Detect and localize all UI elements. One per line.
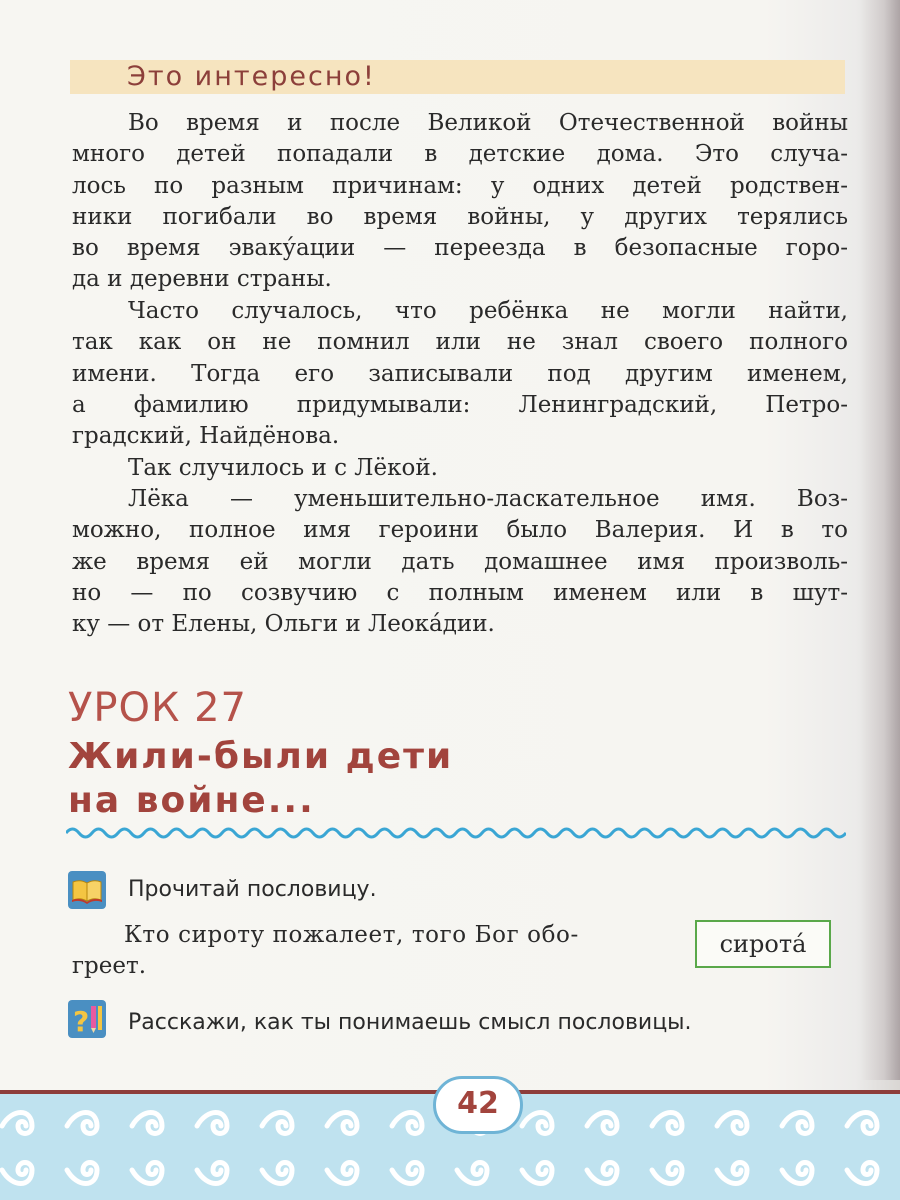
text-line: во время эваку́ации — переезда в безопасные горо-: [72, 235, 848, 262]
ornament-swirl: [652, 1163, 682, 1184]
interesting-paragraph-2: [72, 296, 848, 452]
interesting-paragraph-4: [72, 484, 848, 640]
text-line: же время ей могли дать домашнее имя произволь-: [72, 548, 848, 575]
text-line: можно, полное имя героини было Валерия. И в то: [72, 517, 848, 544]
ornament-swirl: [652, 1113, 682, 1134]
ornament-swirl: [327, 1113, 357, 1134]
ornament-swirl: [847, 1113, 877, 1134]
vocabulary-word-box: сирота́: [695, 920, 831, 968]
proverb-line-2: греет.: [72, 953, 147, 979]
ornament-swirl: [782, 1113, 812, 1134]
ornament-swirl: [522, 1113, 552, 1134]
proverb: [72, 920, 672, 982]
ornament-swirl: [392, 1113, 422, 1134]
svg-text:?: ?: [73, 1005, 90, 1038]
text-line: лось по разным причинам: у одних детей родствен-: [72, 172, 848, 199]
wavy-divider: [66, 822, 846, 844]
ornament-swirl: [717, 1163, 747, 1184]
text-line: но — по созвучию с полным именем или в шут-: [72, 579, 848, 606]
text-line: а фамилию придумывали: Ленинградский, Петро-: [72, 391, 848, 418]
ornament-swirl: [2, 1163, 32, 1184]
text-line: градский, Найдёнова.: [72, 423, 340, 450]
lesson-number: УРОК 27: [68, 685, 247, 731]
ornament-swirl: [782, 1163, 812, 1184]
text-line: Часто случалось, что ребёнка не могли найти,: [128, 298, 848, 324]
ornament-swirl: [392, 1163, 422, 1184]
text-line: так как он не помнил или не знал своего полного: [72, 329, 848, 356]
ornament-swirl: [197, 1163, 227, 1184]
text-line: много детей попадали в детские дома. Это случа-: [72, 141, 848, 168]
page-spine-shadow: [860, 0, 900, 1080]
page-number: 42: [457, 1086, 499, 1121]
text-line: ку — от Елены, Ольги и Леока́дии.: [72, 611, 495, 638]
text-line: Лёка — уменьшительно-ласкательное имя. Воз-: [128, 486, 848, 512]
ornament-swirl: [262, 1113, 292, 1134]
interesting-paragraph-1: [72, 108, 848, 296]
open-book-icon: [68, 871, 106, 909]
ornament-swirl: [262, 1163, 292, 1184]
lesson-title-line-2: на войне...: [68, 780, 315, 821]
ornament-swirl: [522, 1163, 552, 1184]
text-line: да и деревни страны.: [72, 266, 332, 293]
ornament-swirl: [457, 1163, 487, 1184]
task-discuss-instruction: Расскажи, как ты понимаешь смысл пословицы.: [128, 1010, 692, 1035]
ornament-swirl: [587, 1113, 617, 1134]
ornament-swirl: [327, 1163, 357, 1184]
lesson-title-line-1: Жили-были дети: [68, 736, 454, 777]
ornament-swirl: [132, 1163, 162, 1184]
lesson-title: [68, 735, 453, 823]
ornament-swirl: [197, 1113, 227, 1134]
proverb-line-1: Кто сироту пожалеет, того Бог обо-: [124, 922, 579, 948]
interesting-paragraph-3: [72, 453, 848, 484]
ornament-swirl: [132, 1113, 162, 1134]
ornament-swirl: [67, 1163, 97, 1184]
ornament-swirl: [717, 1113, 747, 1134]
text-line: Так случилось и с Лёкой.: [128, 455, 438, 481]
text-line: имени. Тогда его записывали под другим именем,: [72, 360, 848, 387]
ornament-swirl: [67, 1113, 97, 1134]
ornament-swirl: [587, 1163, 617, 1184]
ornament-swirl: [847, 1163, 877, 1184]
question-pencil-icon: [68, 1000, 106, 1038]
text-line: ники погибали во время войны, у других терялись: [72, 203, 848, 230]
task-read-instruction: Прочитай пословицу.: [128, 877, 377, 902]
text-line: Во время и после Великой Отечественной войны: [128, 110, 848, 136]
ornament-swirl: [2, 1113, 32, 1134]
interesting-box-header: Это интересно!: [127, 61, 376, 92]
